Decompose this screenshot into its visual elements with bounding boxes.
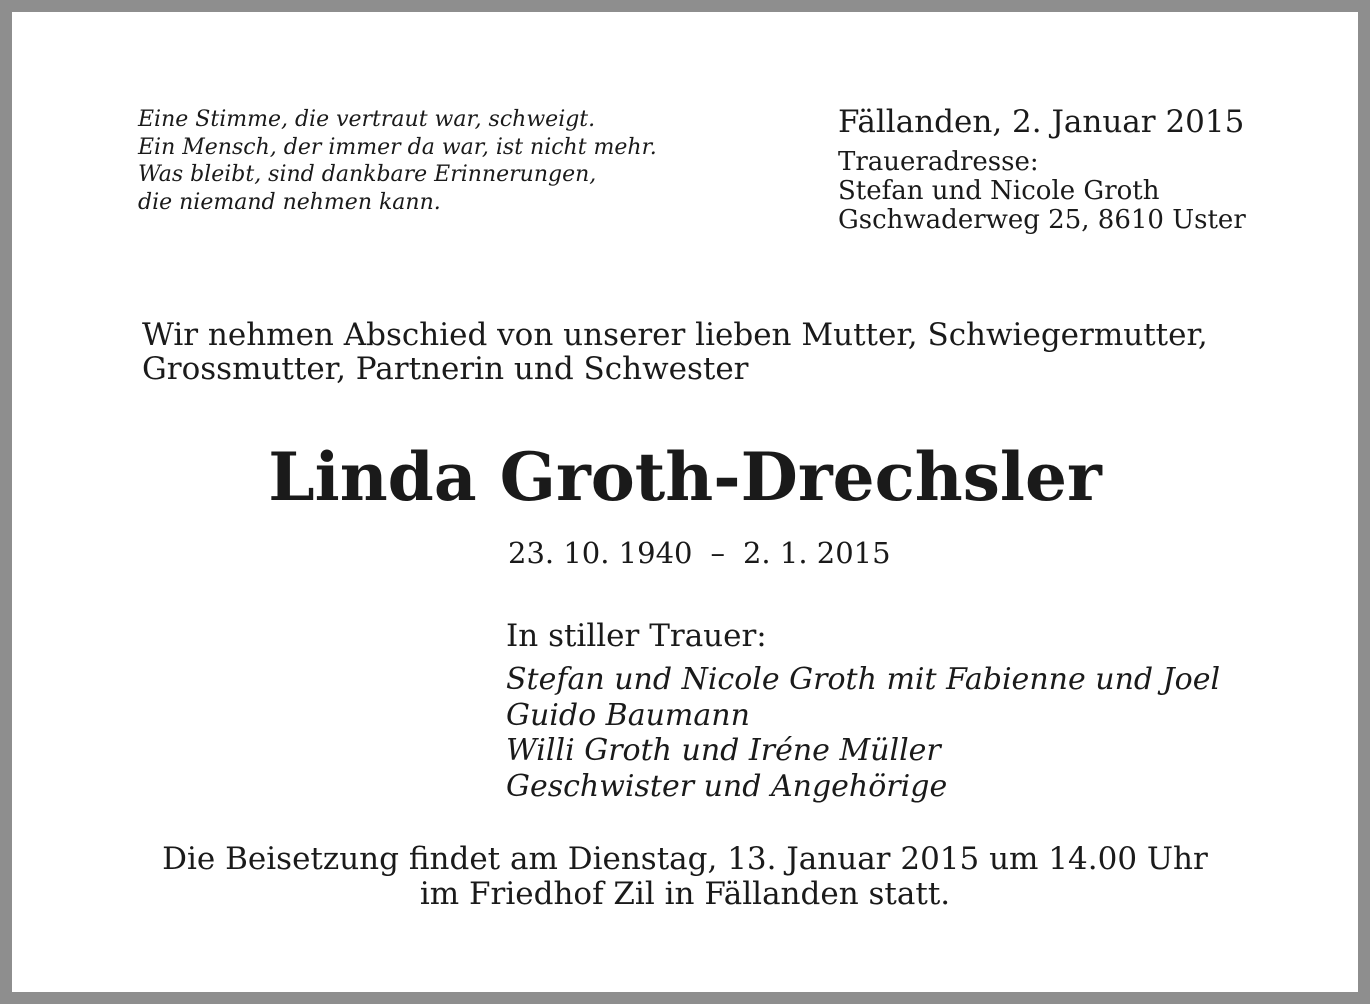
burial-notice — [12, 842, 1358, 912]
memorial-poem — [138, 106, 657, 216]
mourner-line: Willi Groth und Iréne Müller — [506, 733, 941, 768]
birth-date: 23. 10. 1940 — [508, 536, 693, 570]
address-name: Stefan und Nicole Groth — [838, 176, 1160, 206]
mourners-label: In stiller Trauer: — [506, 618, 767, 654]
farewell-line: Wir nehmen Abschied von unserer lieben Mutter, Schwiegermutter, — [142, 317, 1208, 353]
mourning-address — [838, 148, 1246, 235]
life-dates — [508, 536, 891, 570]
burial-line: im Friedhof Zil in Fällanden statt. — [419, 876, 951, 912]
date-dash: – — [710, 536, 725, 570]
mourner-line: Geschwister und Angehörige — [506, 768, 948, 804]
deceased-name: Linda Groth-Drechsler — [268, 438, 1102, 516]
address-label: Traueradresse: — [838, 147, 1039, 177]
poem-line: die niemand nehmen kann. — [138, 189, 441, 215]
poem-line: Eine Stimme, die vertraut war, schweigt. — [138, 107, 596, 132]
obituary-notice — [12, 12, 1358, 992]
farewell-line: Grossmutter, Partnerin und Schwester — [142, 351, 749, 387]
farewell-text — [142, 318, 1208, 386]
place-date: Fällanden, 2. Januar 2015 — [838, 104, 1245, 140]
mourner-line: Guido Baumann — [506, 697, 750, 733]
poem-line: Ein Mensch, der immer da war, ist nicht mehr. — [138, 134, 657, 160]
mourners-list — [506, 662, 1220, 804]
death-date: 2. 1. 2015 — [742, 536, 891, 570]
poem-line: Was bleibt, sind dankbare Erinnerungen, — [138, 162, 597, 187]
address-street: Gschwaderweg 25, 8610 Uster — [838, 205, 1246, 235]
mourner-line: Stefan und Nicole Groth mit Fabienne und Joel — [506, 662, 1221, 697]
burial-line: Die Beisetzung findet am Dienstag, 13. Januar 2015 um 14.00 Uhr — [162, 841, 1208, 877]
